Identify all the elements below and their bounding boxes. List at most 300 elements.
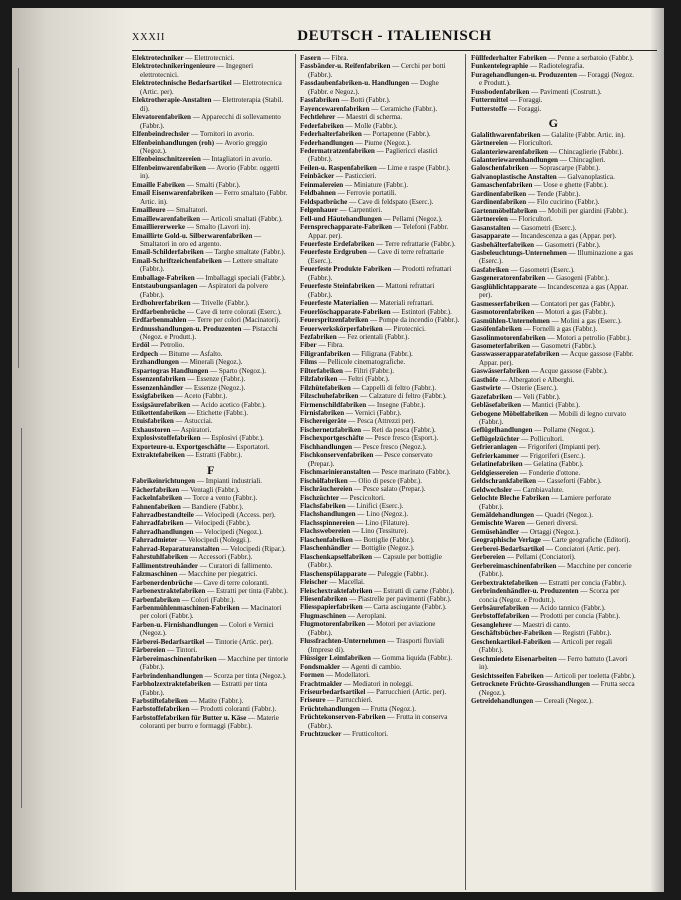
entry-translation-italian: Aceto (Fabbr.). (184, 392, 228, 401)
entry-translation-italian: Casseforti (Fabbr.). (546, 477, 602, 486)
dictionary-entry (132, 54, 290, 62)
dictionary-entry (471, 528, 636, 536)
entry-term-german: Farbstoffefabriken (132, 705, 190, 714)
entry-translation-italian: Lettere smaltate (Fabbr.). (140, 256, 278, 274)
dictionary-entry (132, 139, 290, 156)
entry-term-german: Flaschenhändler (300, 544, 351, 553)
dictionary-entry (300, 265, 460, 282)
dictionary-entry (471, 173, 636, 181)
entry-term-german: Fahrradfabriken (132, 519, 184, 528)
entry-dash: — (210, 680, 222, 689)
entry-translation-italian: Avorio (Fabbr. oggetti in). (140, 163, 280, 181)
dictionary-entry (132, 680, 290, 697)
entry-term-german: Fischölfabriken (300, 476, 348, 485)
entry-term-german: Flachsfabriken (300, 502, 346, 511)
entry-term-german: Flaschenkapselfabriken (300, 552, 373, 561)
entry-term-german: Emaillewarenfabriken (132, 214, 201, 223)
dictionary-entry (132, 375, 290, 383)
entry-dash: — (533, 696, 544, 705)
dictionary-entry (132, 477, 290, 485)
entry-term-german: Gerbereimaschinenfabriken (471, 561, 557, 570)
entry-dash: — (511, 485, 523, 494)
entry-dash: — (205, 163, 217, 172)
dictionary-entry (132, 697, 290, 705)
entry-term-german: Emailleure (132, 206, 166, 215)
dictionary-entry (300, 680, 460, 688)
entry-term-german: Friseurbedarfsartikel (300, 687, 366, 696)
entry-translation-italian: Pasticcieri. (344, 172, 377, 181)
entry-term-german: Fackelnfabriken (132, 494, 183, 503)
dictionary-entry (300, 341, 460, 349)
entry-dash: — (352, 442, 363, 451)
dictionary-entry (132, 604, 290, 621)
entry-translation-italian: Pesce salato (Prepar.). (362, 485, 426, 494)
entry-term-german: Fischmarinieranstalten (300, 468, 371, 477)
dictionary-entry (300, 189, 460, 197)
dictionary-entry (132, 528, 290, 536)
entry-translation-italian: Pavimenti (Costrutt.). (539, 87, 602, 96)
entry-term-german: Fischereigeräte (300, 417, 347, 426)
entry-dash: — (347, 476, 359, 485)
scan-edge-shadow (650, 8, 664, 892)
dictionary-entry (471, 519, 636, 527)
dictionary-entry (300, 612, 460, 620)
entry-term-german: Filigranfabriken (300, 349, 351, 358)
entry-dash: — (219, 544, 230, 553)
entry-dash: — (354, 518, 366, 527)
entry-translation-italian: Lime e raspe (Fabbr.). (387, 163, 451, 172)
entry-dash: — (556, 654, 568, 663)
entry-dash: — (200, 155, 212, 164)
entry-translation-italian: Estratti per tinta (Fabbr.). (215, 587, 288, 596)
entry-dash: — (511, 620, 523, 629)
dictionary-entry (471, 105, 636, 113)
dictionary-entry (471, 164, 636, 172)
dictionary-entry (132, 392, 290, 400)
dictionary-entry (300, 536, 460, 544)
entry-translation-italian: Ortaggi (Negoz.). (529, 527, 580, 536)
entry-translation-italian: Motori a gas (Fabbr.). (544, 308, 608, 317)
entry-translation-italian: Cambiavalute. (522, 485, 564, 494)
dictionary-entry (471, 553, 636, 561)
entry-dash: — (187, 553, 199, 562)
entry-dash: — (365, 620, 376, 629)
entry-translation-italian: Bottiglie (Negoz.). (361, 544, 415, 553)
dictionary-entry (300, 215, 460, 223)
entry-dash: — (518, 468, 529, 477)
entry-dash: — (519, 451, 530, 460)
page-number: XXXII (132, 32, 166, 43)
entry-dash: — (548, 147, 559, 156)
entry-translation-italian: Estintori (Fabbr.). (401, 307, 452, 316)
dictionary-entry (471, 579, 636, 587)
entry-dash: — (355, 510, 367, 519)
entry-translation-italian: Intagliatori in avorio. (211, 155, 272, 164)
entry-translation-italian: Maestri di canto. (522, 620, 571, 629)
entry-dash: — (532, 181, 544, 190)
entry-dash: — (498, 375, 509, 384)
entry-dash: — (510, 223, 522, 232)
entry-term-german: Essigsäurefabriken (132, 400, 191, 409)
entry-dash: — (180, 595, 191, 604)
entry-dash: — (508, 96, 519, 105)
entry-translation-italian: Capsule per bottiglie (Fabbr.). (308, 552, 442, 570)
entry-translation-italian: Articoli smaltati (Fabbr.). (210, 214, 283, 223)
entry-term-german: Flaschenspülapparate (300, 569, 367, 578)
entry-dash: — (381, 214, 393, 223)
entry-term-german: Fechtlehrer (300, 113, 336, 122)
entry-dash: — (517, 443, 528, 452)
entry-translation-italian: Fibra. (331, 54, 349, 62)
dictionary-entry (471, 638, 636, 655)
entry-term-german: Fassbänder-u. Reifenfabriken (300, 62, 391, 71)
entry-dash: — (566, 248, 578, 257)
entry-term-german: Gasometerfabriken (471, 341, 531, 350)
entry-dash: — (385, 637, 397, 646)
entry-dash: — (557, 155, 569, 164)
entry-dash: — (185, 307, 196, 316)
entry-translation-italian: Minerali (Negoz.). (189, 358, 243, 367)
entry-dash: — (365, 687, 377, 696)
entry-term-german: Getrocknete Früchte-Grosshandlungen (471, 680, 590, 689)
entry-translation-italian: Velocipedi (Fabbr.). (194, 519, 251, 528)
entry-translation-italian: Petrolio. (159, 341, 185, 350)
entry-translation-italian: Incandescenza a gas (Appar. per). (520, 232, 617, 241)
entry-translation-italian: Pollame (Negoz.). (543, 426, 595, 435)
entry-dash: — (370, 468, 382, 477)
entry-translation-italian: Gasometri (Eserc.). (519, 265, 575, 274)
entry-dash: — (180, 502, 192, 511)
page-gutter-shadow (12, 8, 132, 892)
entry-term-german: Friseure (300, 696, 326, 705)
entry-term-german: Farbenfabriken (132, 595, 181, 604)
entry-translation-italian: Cerchi per botti (Fabbr.). (308, 62, 446, 79)
dictionary-entry (132, 621, 290, 638)
entry-term-german: Galanteriewarenhandlungen (471, 155, 558, 164)
dictionary-entry (132, 96, 290, 113)
dictionary-entry (300, 333, 460, 341)
dictionary-entry (471, 672, 636, 680)
entry-term-german: Feuerfeste Erdgruben (300, 248, 367, 257)
dictionary-column-2 (300, 54, 460, 890)
dictionary-entry (300, 519, 460, 527)
entry-term-german: Erdfarbenbrüche (132, 307, 186, 316)
entry-dash: — (252, 231, 262, 240)
entry-term-german: Falzmaschinen (132, 570, 178, 579)
entry-translation-italian: Pollicultori. (530, 434, 564, 443)
entry-translation-italian: Parrucchieri. (336, 696, 373, 705)
dictionary-entry (132, 545, 290, 553)
entry-translation-italian: Articoli per regali (Fabbr.). (479, 637, 613, 655)
entry-dash: — (339, 493, 350, 502)
entry-dash: — (352, 535, 364, 544)
entry-dash: — (390, 62, 402, 71)
entry-dash: — (374, 146, 386, 155)
dictionary-entry (300, 409, 460, 417)
entry-translation-italian: Gasogeni (Fabbr.). (556, 274, 609, 283)
entry-translation-italian: Ceramiche (Fabbr.). (380, 104, 438, 113)
entry-term-german: Fliesenfabriken (300, 595, 348, 603)
entry-dash: — (211, 96, 223, 105)
entry-translation-italian: Velocipedi (Ripar.). (230, 544, 286, 553)
entry-translation-italian: Filtri (Fabbr.). (353, 366, 394, 375)
entry-dash: — (239, 604, 251, 612)
entry-term-german: Feuerfeste Materialien (300, 299, 369, 308)
dictionary-entry (132, 443, 290, 451)
dictionary-entry (300, 527, 460, 535)
entry-translation-italian: Prodotti refrattari (Fabbr.). (308, 265, 452, 282)
entry-dash: — (177, 536, 188, 545)
dictionary-entry (300, 696, 460, 704)
entry-dash: — (246, 713, 257, 722)
entry-term-german: Gasbehälterfabriken (471, 240, 535, 249)
entry-translation-italian: Macellai. (338, 578, 365, 587)
entry-translation-italian: Ferrovie portatili. (346, 189, 397, 198)
entry-dash: — (347, 595, 358, 603)
entry-translation-italian: Frutta in conserva (Fabbr.). (308, 713, 448, 730)
entry-dash: — (350, 527, 361, 536)
entry-dash: — (534, 511, 545, 520)
entry-term-german: Frachtmakler (300, 679, 343, 688)
entry-term-german: Emballage-Fabriken (132, 273, 195, 282)
dictionary-entry (300, 426, 460, 434)
entry-translation-italian: Fibra. (327, 341, 344, 350)
entry-term-german: Gelatinefabriken (471, 460, 523, 469)
entry-dash: — (529, 367, 540, 376)
dictionary-entry (471, 562, 636, 579)
entry-dash: — (544, 544, 555, 553)
entry-term-german: Fiber (300, 341, 317, 350)
entry-term-german: Geschmiedete Eisenarbeiten (471, 654, 557, 663)
dictionary-column-1 (132, 54, 290, 890)
dictionary-entry (300, 603, 460, 611)
dictionary-entry (300, 316, 460, 324)
entry-translation-italian: Carta asciugante (Fabbr.). (373, 603, 447, 612)
dictionary-entry (300, 198, 460, 206)
entry-dash: — (361, 425, 372, 434)
entry-translation-italian: Etichette (Fabbr.). (196, 409, 249, 418)
entry-dash: — (325, 696, 337, 705)
entry-dash: — (195, 477, 206, 486)
dictionary-entry (471, 283, 636, 300)
entry-dash: — (546, 54, 558, 62)
entry-dash: — (536, 477, 547, 486)
entry-translation-italian: Penne a serbatoio (Fabbr.). (557, 54, 634, 62)
entry-translation-italian: Pirotecnici. (393, 324, 426, 333)
entry-translation-italian: Pesce marinato (Fabbr.). (381, 468, 451, 477)
entry-term-german: Fliesspapierfabriken (300, 603, 363, 612)
dictionary-entry (471, 300, 636, 308)
entry-dash: — (529, 299, 541, 308)
entry-term-german: Furagehandlungen-u. Produzenten (471, 70, 577, 79)
entry-dash: — (521, 401, 532, 410)
entry-term-german: Gemäldehandlungen (471, 511, 535, 520)
dictionary-entry (300, 587, 460, 595)
dictionary-entry (300, 578, 460, 586)
entry-term-german: Füllfederhalter Fabriken (471, 54, 547, 62)
dictionary-entry (300, 96, 460, 104)
entry-term-german: Elektrotechnische Bedarfsartikel (132, 79, 232, 88)
dictionary-entry (471, 655, 636, 672)
dictionary-entry (471, 545, 636, 553)
dictionary-entry (300, 130, 460, 138)
entry-dash: — (362, 603, 374, 612)
entry-term-german: Emaillirte Gold-u. Silberwarenfabriken (132, 231, 253, 240)
dictionary-entry (471, 71, 636, 88)
dictionary-entry (132, 215, 290, 223)
entry-dash: — (158, 349, 169, 358)
entry-dash: — (537, 206, 548, 215)
entry-term-german: Gasapparate (471, 232, 511, 241)
entry-translation-italian: Foraggi. (517, 104, 542, 113)
dictionary-entry (471, 266, 636, 274)
entry-term-german: Gärtnereien (471, 215, 508, 224)
dictionary-entry (132, 79, 290, 96)
entry-translation-italian: Ferro battuto (Lavori in). (479, 654, 628, 672)
dictionary-entry (132, 257, 290, 274)
entry-translation-italian: Smalti (Fabbr.). (195, 180, 241, 189)
entry-translation-italian: Fez orientali (Fabbr.). (347, 332, 410, 341)
entry-dash: — (340, 662, 351, 671)
entry-translation-italian: Estratti di carne (Fabbr.). (383, 586, 455, 595)
entry-dash: — (320, 54, 332, 62)
dictionary-entry (471, 621, 636, 629)
entry-term-german: Gasmühlen-Unternehmen (471, 316, 550, 325)
entry-dash: — (551, 629, 563, 638)
entry-term-german: Elevatorenfabriken (132, 113, 191, 122)
entry-term-german: Farben-u. Firnishandlungen (132, 620, 218, 629)
dictionary-entry (471, 629, 636, 637)
entry-dash: — (342, 679, 353, 688)
entry-translation-italian: Avorio greggio (Negoz.). (140, 138, 268, 155)
dictionary-entry (132, 503, 290, 511)
entry-translation-italian: Generi diversi. (535, 519, 578, 528)
entry-dash: — (363, 434, 375, 443)
entry-term-german: Flugmaschinen (300, 611, 347, 620)
entry-translation-italian: Smaltatori in oro ed argento. (140, 239, 222, 248)
dictionary-entry (471, 697, 636, 705)
entry-dash: — (530, 341, 541, 350)
entry-dash: — (534, 240, 545, 249)
gutter-crease (18, 68, 19, 368)
entry-translation-italian: Puleggie (Fabbr.). (377, 569, 429, 578)
entry-translation-italian: Mobili di legno curvato (Fabbr.). (479, 409, 626, 427)
entry-translation-italian: Lino (Tessiture). (360, 527, 409, 536)
column-divider (295, 54, 296, 890)
entry-term-german: Gardinenfabriken (471, 198, 527, 207)
dictionary-entry (132, 299, 290, 307)
entry-term-german: Extraktefabriken (132, 451, 185, 460)
entry-term-german: Feuerfeste Erdefabriken (300, 239, 375, 248)
entry-dash: — (371, 654, 382, 663)
entry-dash: — (179, 485, 190, 494)
entry-term-german: Gazefabriken (471, 392, 513, 401)
entry-translation-italian: Velocipedi (Access. per). (204, 511, 276, 520)
entry-dash: — (373, 451, 384, 460)
entry-term-german: Fächerfabriken (132, 485, 180, 494)
dictionary-entry (300, 308, 460, 316)
dictionary-entry (132, 130, 290, 138)
dictionary-entry (300, 544, 460, 552)
dictionary-entry (471, 604, 636, 612)
entry-dash: — (183, 54, 195, 62)
dictionary-entry (300, 240, 460, 248)
entry-translation-italian: Materiali refrattari. (379, 299, 434, 308)
entry-dash: — (385, 713, 397, 722)
entry-dash: — (391, 265, 402, 274)
dictionary-entry (471, 401, 636, 409)
entry-dash: — (500, 384, 512, 393)
entry-translation-italian: Tornitori in avorio. (199, 130, 254, 139)
dictionary-entry (471, 334, 636, 342)
entry-translation-italian: Gasometri (Fabbr.). (544, 240, 601, 249)
dictionary-entry (471, 54, 636, 62)
entry-term-german: Gartenmöbelfabriken (471, 206, 538, 215)
entry-dash: — (529, 604, 540, 612)
entry-term-german: Fasern (300, 54, 321, 62)
dictionary-entry (300, 688, 460, 696)
entry-term-german: Fondsmakler (300, 662, 341, 671)
entry-dash: — (556, 172, 568, 181)
entry-term-german: Erzhandlungen (132, 358, 179, 367)
entry-translation-italian: Mantici (Fabbr.). (531, 401, 580, 410)
entry-translation-italian: Molle (Fabbr.). (354, 121, 398, 130)
entry-dash: — (342, 366, 354, 375)
entry-term-german: Früchtekonserven-Fabriken (300, 713, 386, 722)
entry-term-german: Exporteure-u. Exportgeschäfte (132, 442, 226, 451)
entry-translation-italian: Torce a vento (Fabbr.). (192, 494, 258, 503)
entry-term-german: Email Eisenwarenfabriken (132, 189, 214, 198)
dictionary-entry (300, 375, 460, 383)
dictionary-entry (300, 443, 460, 451)
entry-dash: — (361, 130, 373, 139)
entry-term-german: Fleischextraktefabriken (300, 586, 373, 595)
entry-dash: — (537, 578, 549, 587)
entry-dash: — (343, 121, 355, 130)
entry-translation-italian: Illuminazione a gas (Eserc.). (479, 248, 633, 266)
dictionary-entry (471, 511, 636, 519)
entry-dash: — (512, 392, 523, 401)
dictionary-entry (300, 401, 460, 409)
dictionary-entry (132, 358, 290, 366)
entry-term-german: Gasöfenfabriken (471, 325, 522, 334)
entry-translation-italian: Motori per aviazione (Fabbr.). (308, 620, 436, 637)
entry-dash: — (241, 324, 253, 333)
dictionary-entry (132, 434, 290, 442)
entry-dash: — (536, 282, 548, 291)
entry-dash: — (190, 113, 202, 122)
entry-translation-italian: Mediatori in noleggi. (352, 679, 413, 688)
entry-dash: — (200, 214, 211, 223)
entry-term-german: Fischernetzfabriken (300, 425, 362, 434)
dictionary-entry (132, 248, 290, 256)
dictionary-entry (300, 164, 460, 172)
dictionary-entry (300, 637, 460, 654)
entry-term-german: Flugmotorenfabriken (300, 620, 366, 629)
dictionary-entry (300, 671, 460, 679)
entry-term-german: Farbenmühlenmaschinen-Fabriken (132, 604, 240, 612)
entry-translation-italian: Agenti di cambio. (350, 662, 402, 671)
dictionary-entry (471, 612, 636, 620)
entry-translation-italian: Conciatori (Artic. per). (554, 544, 621, 553)
entry-translation-italian: Pescicoltori. (349, 493, 385, 502)
entry-term-german: Essenzenhändler (132, 383, 184, 392)
entry-translation-italian: Trasporti fluviali (Imprese di). (308, 637, 445, 654)
entry-term-german: Filzhütefabriken (300, 383, 351, 392)
dictionary-entry (300, 367, 460, 375)
entry-term-german: Getreidehandlungen (471, 696, 534, 705)
entry-translation-italian: Acque gassose (Fabbr.). (539, 367, 608, 376)
